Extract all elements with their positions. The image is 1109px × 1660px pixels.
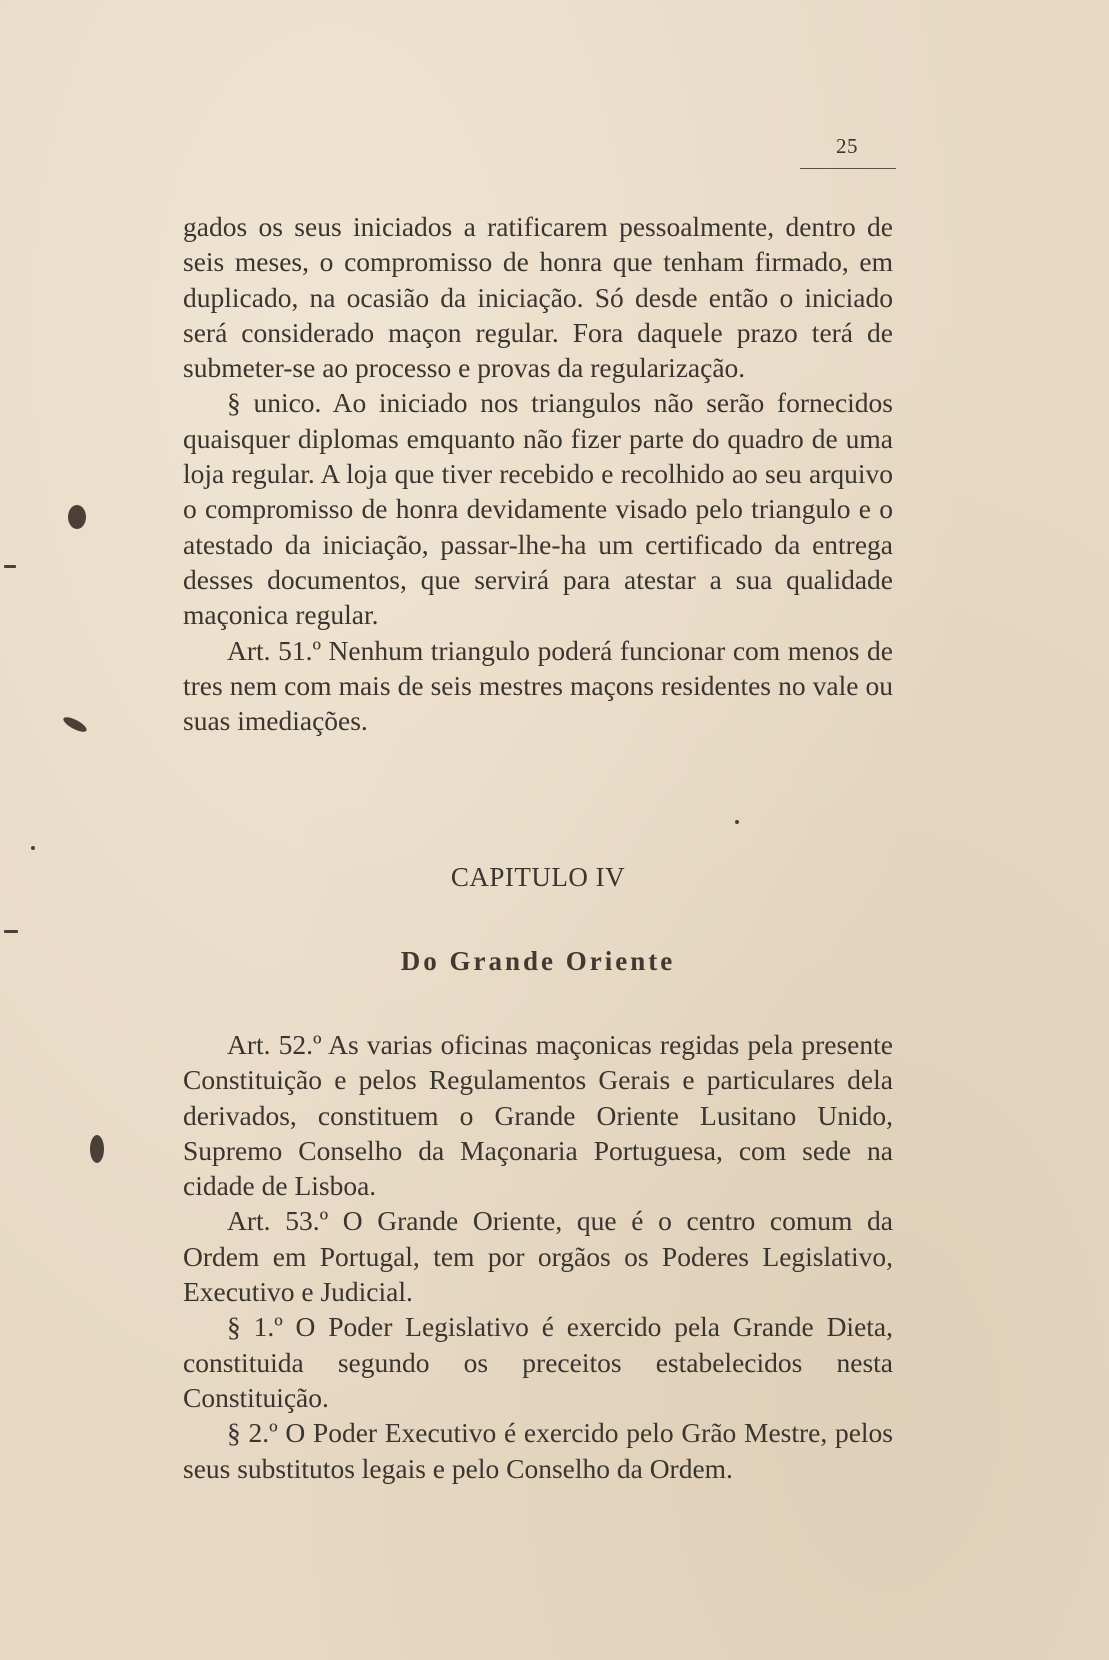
paragraph: § 2.º O Poder Executivo é exercido pelo Grão Mestre, pelos seus substitutos legais e pelo Conselho da Ordem. <box>183 1417 893 1484</box>
page-number: 25 <box>836 134 858 158</box>
paragraph: Art. 53.º O Grande Oriente, que é o centro comum da Ordem em Portugal, tem por orgãos os Poderes Legislativo, Executivo e Judicial. <box>183 1205 893 1308</box>
page-number-rule <box>800 168 896 169</box>
paragraph: § 1.º O Poder Legislativo é exercido pela Grande Dieta, constituida segundo os preceitos estabelecidos nesta Constituição. <box>183 1311 893 1413</box>
ink-blot <box>90 1135 104 1163</box>
ink-blot <box>61 714 88 734</box>
ink-blot <box>4 565 16 568</box>
paragraph: § unico. Ao iniciado nos triangulos não serão fornecidos quaisquer diplomas emquanto não fizer parte do quadro de uma loja regular. A loja que tiver recebido e recolhido ao seu arquivo o compromisso de honra devidamente visado pelo triangulo e o atestado da iniciação, passar-lhe-ha um certificado da entrega desses documentos, que servirá para atestar a sua qualidade maçonica regular. <box>183 387 893 631</box>
ink-blot <box>31 846 35 850</box>
ink-blot <box>735 820 739 824</box>
body-text-top <box>183 209 893 738</box>
paragraph: Art. 51.º Nenhum triangulo poderá funcionar com menos de tres nem com mais de seis mestres maçons residentes no vale ou suas imediações. <box>183 634 893 737</box>
paragraph: gados os seus iniciados a ratificarem pessoalmente, dentro de seis meses, o compromisso de honra que tenham firmado, em duplicado, na ocasião da iniciação. Só desde então o iniciado será considerado maçon regular. Fora daquele prazo terá de submeter-se ao processo e provas da regularização. <box>183 211 893 384</box>
chapter-heading: CAPITULO IV <box>450 862 626 892</box>
ink-blot <box>68 505 86 529</box>
paragraph: Art. 52.º As varias oficinas maçonicas regidas pela presente Constituição e pelos Regulamentos Gerais e particulares dela derivados, constituem o Grande Oriente Lusitano Unido, Supremo Conselho da Maçonaria Portuguesa, com sede na cidade de Lisboa. <box>183 1029 893 1202</box>
ink-blot <box>4 930 18 933</box>
section-heading: Do Grande Oriente <box>400 946 676 976</box>
body-text-bottom <box>183 1027 893 1486</box>
